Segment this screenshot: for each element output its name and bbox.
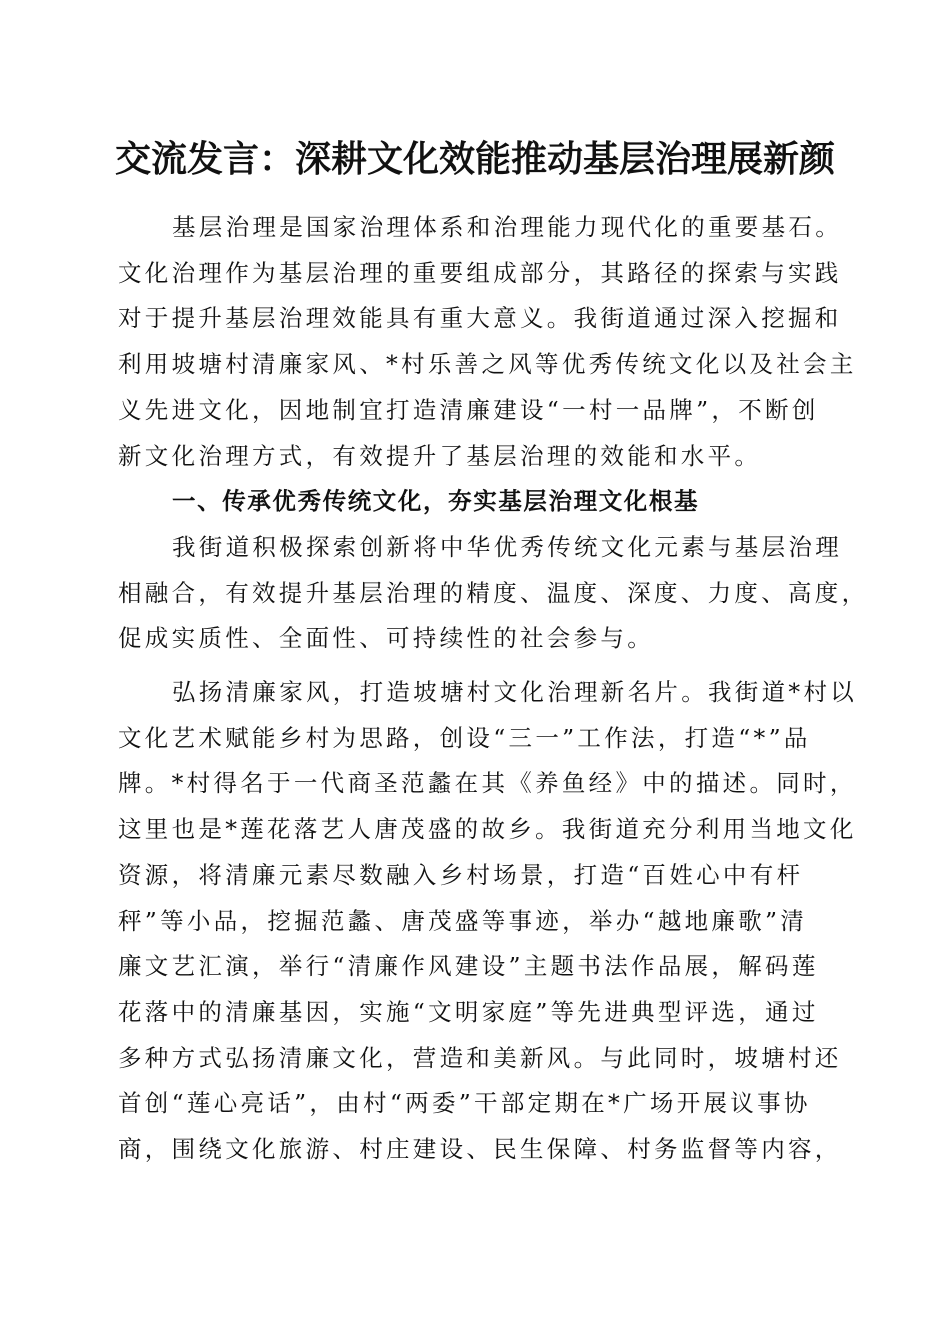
text-line: 新文化治理方式，有效提升了基层治理的效能和水平。 [118,441,762,470]
text-line: 牌。*村得名于一代商圣范蠡在其《养鱼经》中的描述。同时， [118,769,857,798]
text-line: 这里也是*莲花落艺人唐茂盛的故乡。我街道充分利用当地文化 [118,815,857,844]
section-heading-text: 一、传承优秀传统文化，夯实基层治理文化根基 [172,487,700,516]
text-line: 花落中的清廉基因，实施“文明家庭”等先进典型评选，通过 [118,997,819,1026]
paragraph-intro [118,205,857,479]
section-heading-1 [118,479,832,525]
text-line: 秤”等小品，挖掘范蠡、唐茂盛等事迹，举办“越地廉歌”清 [118,906,808,935]
text-line: 多种方式弘扬清廉文化，营造和美新风。与此同时，坡塘村还 [118,1043,842,1072]
paragraph-section-intro [118,525,869,662]
text-line: 义先进文化，因地制宜打造清廉建设“一村一品牌”，不断创 [118,395,819,424]
text-line: 相融合，有效提升基层治理的精度、温度、深度、力度、高度， [118,578,869,607]
page-title: 交流发言：深耕文化效能推动基层治理展新颜 [114,138,835,180]
text-line: 弘扬清廉家风，打造坡塘村文化治理新名片。我街道*村以 [172,678,858,707]
text-line: 资源，将清廉元素尽数融入乡村场景，打造“百姓心中有杆 [118,860,804,889]
document-body [118,205,869,1173]
text-line: 首创“莲心亮话”，由村“两委”干部定期在*广场开展议事协 [118,1089,811,1118]
text-line: 文化治理作为基层治理的重要组成部分，其路径的探索与实践 [118,258,842,287]
text-line: 利用坡塘村清廉家风、*村乐善之风等优秀传统文化以及社会主 [118,350,857,379]
text-line: 廉文艺汇演，举行“清廉作风建设”主题书法作品展，解码莲 [118,952,819,981]
paragraph-spacer [118,662,832,670]
text-line: 基层治理是国家治理体系和治理能力现代化的重要基石。 [172,213,842,241]
text-line: 文化艺术赋能乡村为思路，创设“三一”工作法，打造“*”品 [118,723,811,752]
text-line: 促成实质性、全面性、可持续性的社会参与。 [118,624,654,653]
text-line: 商，围绕文化旅游、村庄建设、民生保障、村务监督等内容， [118,1135,842,1164]
text-line: 对于提升基层治理效能具有重大意义。我街道通过深入挖掘和 [118,304,842,333]
paragraph-clean-family-style [118,670,858,1173]
text-line: 我街道积极探索创新将中华优秀传统文化元素与基层治理 [172,532,842,561]
